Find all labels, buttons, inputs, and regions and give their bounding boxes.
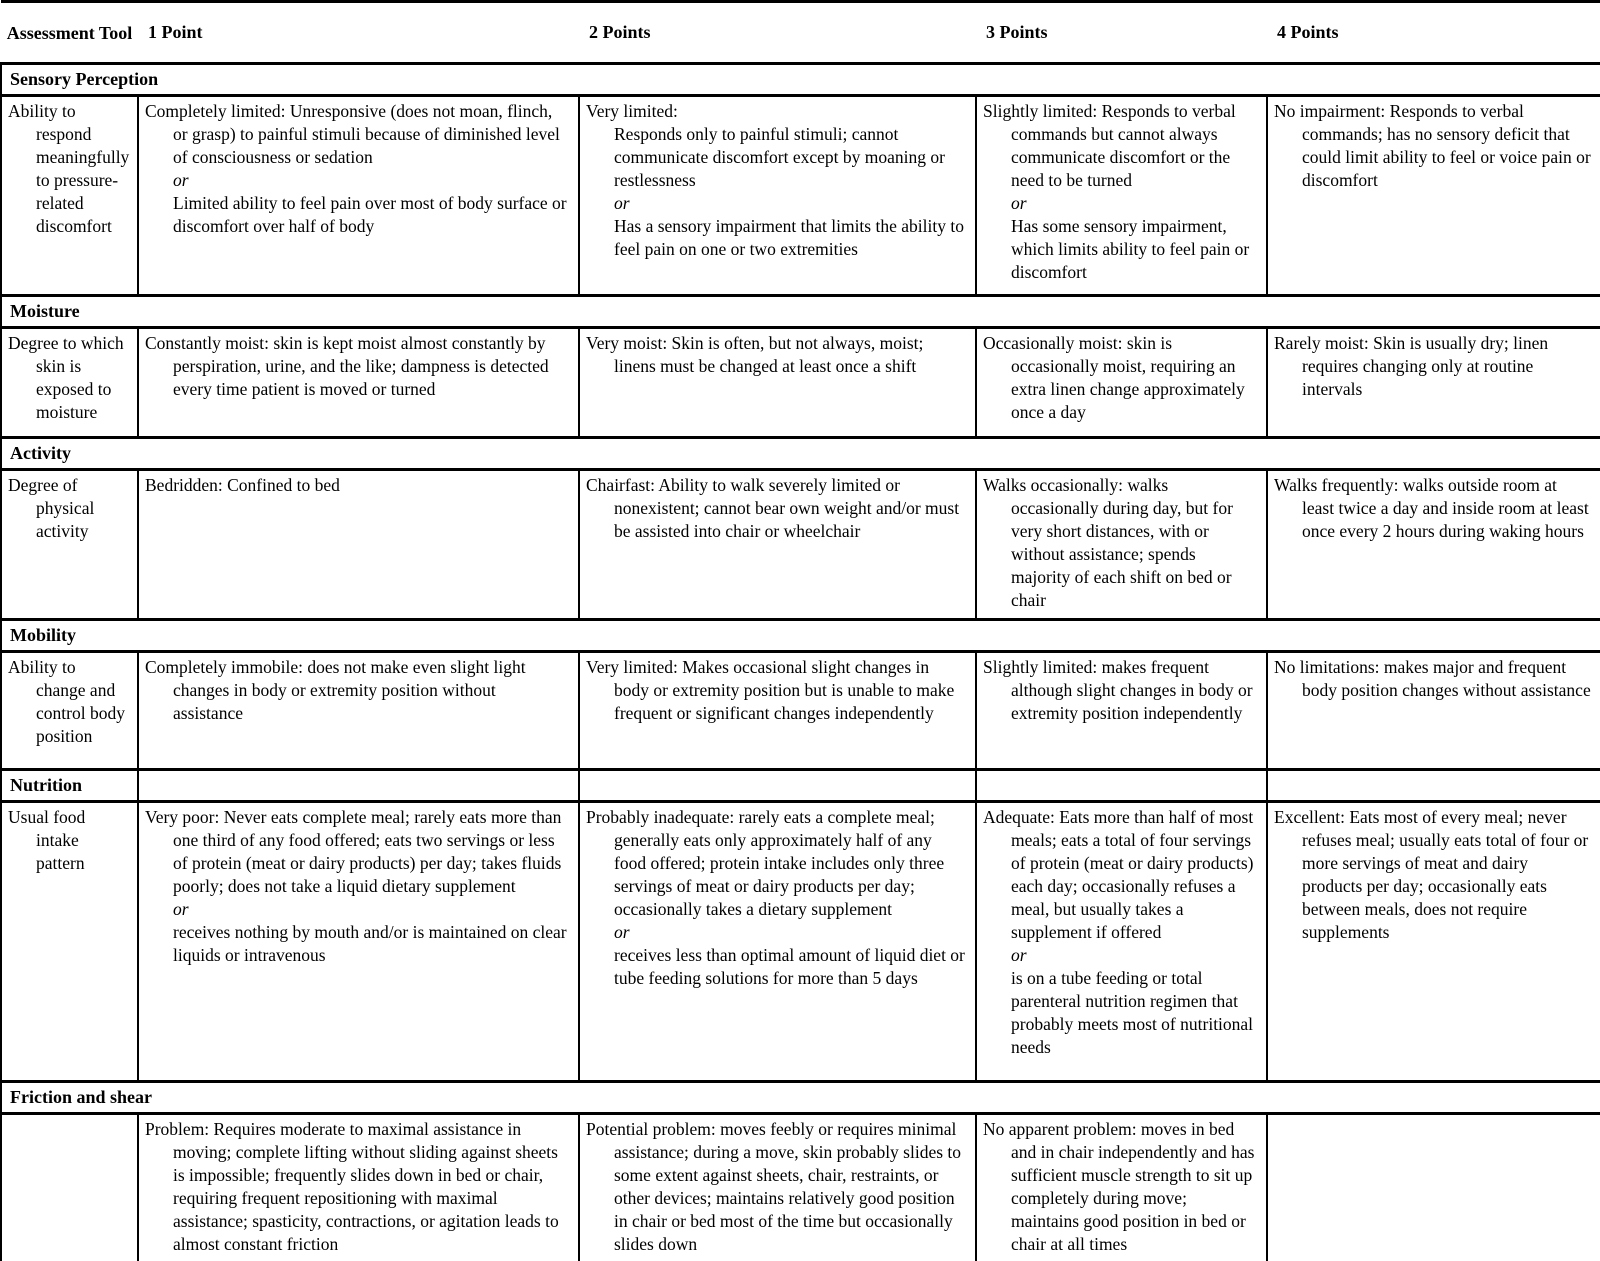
- criteria-text: Slightly limited: Responds to verbal commands but cannot always communicate discomfort or the need to be turned or Has some sensory impairment, which limits ability to feel pain or discomfort: [983, 101, 1250, 282]
- section-heading-row: [1, 770, 1600, 802]
- criteria-text: Chairfast: Ability to walk severely limited or nonexistent; cannot bear own weight and/or must be assisted into chair or wheelchair: [586, 475, 960, 541]
- section-empty-cell: [1267, 770, 1600, 802]
- section-title: Mobility: [1, 620, 1600, 652]
- table-row: [1, 328, 1600, 438]
- section-heading-row: [1, 438, 1600, 470]
- points-2-cell: [579, 470, 976, 620]
- table-row: [1, 96, 1600, 296]
- criteria-text: Very limited: Responds only to painful stimuli; cannot communicate discomfort except by moaning or restlessness or Has a sensory impairment that limits the ability to feel pain on one or two extremities: [586, 101, 964, 259]
- points-2-cell: [579, 96, 976, 296]
- or-separator: or: [1011, 193, 1027, 213]
- section-heading-row: [1, 64, 1600, 96]
- assessment-tool-cell: [1, 802, 138, 1082]
- assessment-tool-text: Degree to which skin is exposed to moisture: [8, 333, 124, 422]
- criteria-text: Slightly limited: makes frequent although slight changes in body or extremity position independently: [983, 657, 1253, 723]
- column-header-2-points: 2 Points: [579, 2, 976, 64]
- assessment-tool-text: Degree of physical activity: [8, 475, 95, 541]
- assessment-tool-text: Ability to respond meaningfully to pressure-related discomfort: [8, 101, 130, 236]
- points-3-cell: [976, 802, 1267, 1082]
- section-title: Moisture: [1, 296, 1600, 328]
- section-title: Friction and shear: [1, 1082, 1600, 1114]
- or-separator: or: [614, 193, 630, 213]
- points-4-cell: [1267, 802, 1600, 1082]
- section-empty-cell: [579, 770, 976, 802]
- criteria-text: Problem: Requires moderate to maximal assistance in moving; complete lifting without sliding against sheets is impossible; frequently slides down in bed or chair, requiring frequent repositioning with maximal assistance; spasticity, contractions, or agitation leads to almost constant friction: [145, 1119, 559, 1254]
- column-header-4-points: 4 Points: [1267, 2, 1600, 64]
- points-3-cell: [976, 96, 1267, 296]
- section-heading-row: [1, 620, 1600, 652]
- criteria-text: No impairment: Responds to verbal commands; has no sensory deficit that could limit ability to feel or voice pain or discomfort: [1274, 101, 1591, 190]
- criteria-text: Very moist: Skin is often, but not always, moist; linens must be changed at least once a shift: [586, 333, 924, 376]
- section-empty-cell: [138, 770, 579, 802]
- criteria-text: Completely immobile: does not make even slight light changes in body or extremity position without assistance: [145, 657, 526, 723]
- or-separator: or: [173, 899, 189, 919]
- points-1-cell: [138, 96, 579, 296]
- column-header-3-points: 3 Points: [976, 2, 1267, 64]
- criteria-text: Very limited: Makes occasional slight changes in body or extremity position but is unable to make frequent or significant changes independently: [586, 657, 955, 723]
- criteria-text: No apparent problem: moves in bed and in chair independently and has sufficient muscle strength to sit up completely during move; maintains good position in bed or chair at all times: [983, 1119, 1255, 1254]
- assessment-tool-cell: [1, 470, 138, 620]
- section-title: Nutrition: [1, 770, 138, 802]
- points-4-cell: [1267, 328, 1600, 438]
- or-separator: or: [614, 922, 630, 942]
- criteria-text: Occasionally moist: skin is occasionally moist, requiring an extra linen change approximately once a day: [983, 333, 1245, 422]
- or-separator: or: [173, 170, 189, 190]
- assessment-tool-cell: [1, 1114, 138, 1261]
- points-1-cell: [138, 802, 579, 1082]
- points-2-cell: [579, 802, 976, 1082]
- assessment-tool-text: Ability to change and control body position: [8, 657, 125, 746]
- section-heading-row: [1, 296, 1600, 328]
- points-1-cell: [138, 652, 579, 770]
- points-2-cell: [579, 1114, 976, 1261]
- table-row: [1, 470, 1600, 620]
- criteria-text: Very poor: Never eats complete meal; rarely eats more than one third of any food offered; eats two servings or less of protein (meat or dairy products) per day; takes fluids poorly; does not take a liquid dietary supplement or receives nothing by mouth and/or is maintained on clear liquids or intravenous: [145, 807, 567, 965]
- criteria-text: Walks occasionally: walks occasionally during day, but for very short distances, with or without assistance; spends majority of each shift on bed or chair: [983, 475, 1233, 610]
- points-3-cell: [976, 1114, 1267, 1261]
- criteria-text: Bedridden: Confined to bed: [145, 475, 340, 495]
- criteria-text: Walks frequently: walks outside room at least twice a day and inside room at least once every 2 hours during waking hours: [1274, 475, 1589, 541]
- table-row: [1, 802, 1600, 1082]
- points-3-cell: [976, 652, 1267, 770]
- criteria-text: Probably inadequate: rarely eats a complete meal; generally eats only approximately half of any food offered; protein intake includes only three servings of meat or dairy products per day; occasionally takes a dietary supplement or receives less than optimal amount of liquid diet or tube feeding solutions for more than 5 days: [586, 807, 965, 988]
- table-body: [1, 64, 1600, 1261]
- points-4-cell: [1267, 96, 1600, 296]
- points-1-cell: [138, 328, 579, 438]
- criteria-text: Rarely moist: Skin is usually dry; linen requires changing only at routine intervals: [1274, 333, 1549, 399]
- points-4-cell: [1267, 652, 1600, 770]
- section-title: Sensory Perception: [1, 64, 1600, 96]
- points-4-cell: [1267, 1114, 1600, 1261]
- assessment-tool-cell: [1, 652, 138, 770]
- section-heading-row: [1, 1082, 1600, 1114]
- assessment-tool-cell: [1, 96, 138, 296]
- points-3-cell: [976, 328, 1267, 438]
- points-2-cell: [579, 652, 976, 770]
- assessment-tool-text: Usual food intake pattern: [8, 807, 86, 873]
- criteria-text: Excellent: Eats most of every meal; never refuses meal; usually eats total of four or more servings of meat and dairy products per day; occasionally eats between meals, does not require supplements: [1274, 807, 1589, 942]
- table-row: [1, 1114, 1600, 1261]
- points-1-cell: [138, 470, 579, 620]
- or-separator: or: [1011, 945, 1027, 965]
- table-row: [1, 652, 1600, 770]
- header-row: [1, 2, 1600, 64]
- section-empty-cell: [976, 770, 1267, 802]
- points-4-cell: [1267, 470, 1600, 620]
- criteria-text: No limitations: makes major and frequent body position changes without assistance: [1274, 657, 1591, 700]
- column-header-1-point: 1 Point: [138, 2, 579, 64]
- points-3-cell: [976, 470, 1267, 620]
- criteria-text: Completely limited: Unresponsive (does not moan, flinch, or grasp) to painful stimuli because of diminished level of consciousness or sedation or Limited ability to feel pain over most of body surface or discomfort over half of body: [145, 101, 567, 236]
- column-header-assessment-tool: Assessment Tool: [1, 2, 138, 64]
- criteria-text: Adequate: Eats more than half of most meals; eats a total of four servings of protein (meat or dairy products) each day; occasionally refuses a meal, but usually takes a supplement if offered or is on a tube feeding or total parenteral nutrition regimen that probably meets most of nutritional needs: [983, 807, 1254, 1057]
- criteria-text: Potential problem: moves feebly or requires minimal assistance; during a move, skin probably slides to some extent against sheets, chair, restraints, or other devices; maintains relatively good position in chair or bed most of the time but occasionally slides down: [586, 1119, 962, 1254]
- points-2-cell: [579, 328, 976, 438]
- criteria-text: Constantly moist: skin is kept moist almost constantly by perspiration, urine, and the like; dampness is detected every time patient is moved or turned: [145, 333, 549, 399]
- points-1-cell: [138, 1114, 579, 1261]
- section-title: Activity: [1, 438, 1600, 470]
- assessment-tool-cell: [1, 328, 138, 438]
